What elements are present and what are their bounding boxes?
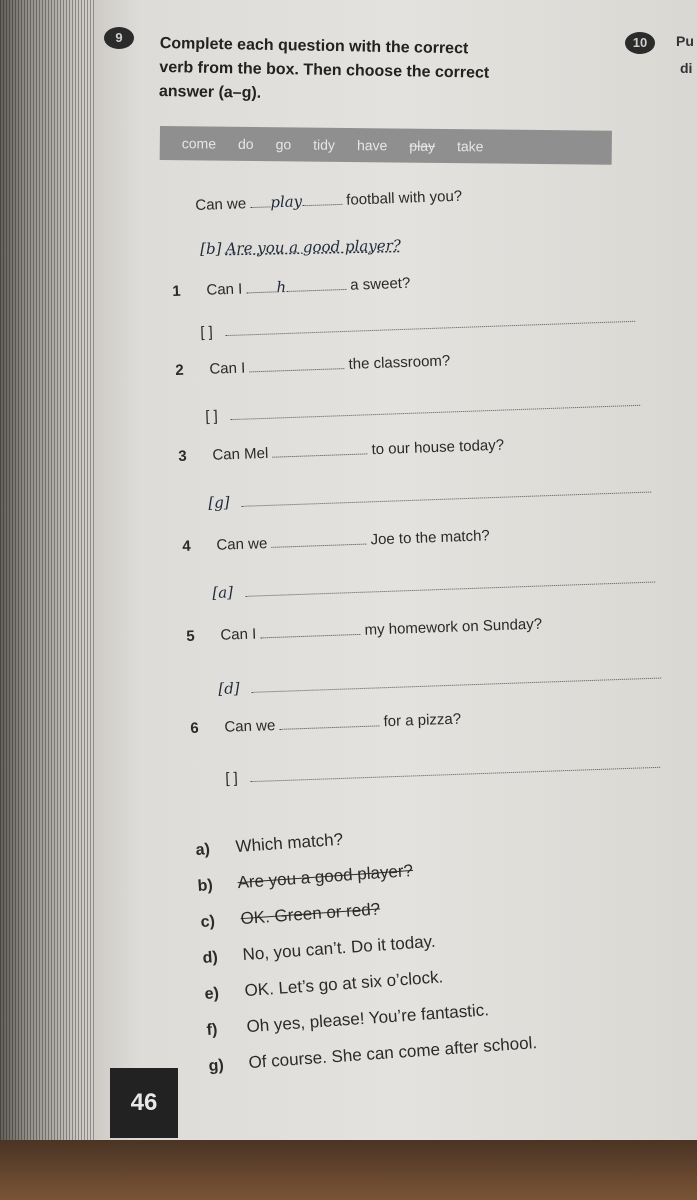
answer-a: a) Which match? [195,829,344,859]
example-filled: play [269,192,303,212]
answer-e: e) OK. Let’s go at six o’clock. [204,967,444,1003]
question-6: 6 Can we for a pizza? [190,710,462,737]
page-stack-edge [0,0,95,1165]
answer-b: b) Are you a good player? [197,860,414,895]
example-before: Can we [195,195,247,214]
next-exercise-badge: 10 [625,32,655,54]
question-2-answer: [ ] [205,393,640,425]
word-take: take [456,138,484,155]
word-go: go [275,136,292,153]
example-answer-letter: [b] [200,239,222,258]
question-4: 4 Can we Joe to the match? [182,527,491,555]
question-2: 2 Can I the classroom? [175,352,451,379]
answer-f: f) Oh yes, please! You’re fantastic. [206,1000,490,1039]
answer-d: d) No, you can’t. Do it today. [202,931,437,967]
page-number: 46 [110,1068,178,1138]
question-5-answer: [d] [218,665,662,698]
table-surface [0,1140,697,1200]
question-3: 3 Can Mel to our house today? [178,436,505,465]
word-play: play [409,137,436,154]
question-5: 5 Can I my homework on Sunday? [186,615,543,645]
next-exercise-cut-text: Pu [676,33,694,49]
question-4-answer: [a] [212,569,655,602]
word-box [160,126,612,165]
word-do: do [237,135,254,152]
question-1-filled: h [276,278,287,297]
word-have: have [356,137,388,154]
example-answer [200,236,401,258]
answer-c: c) OK. Green or red? [200,899,381,931]
question-1: 1 Can I h a sweet? [172,274,411,300]
example-after: football with you? [345,187,463,209]
question-3-answer: [g] [208,479,652,512]
instruction-line-1: Complete each question with the correct [159,34,469,58]
word-tidy: tidy [313,136,336,153]
instruction-line-2: verb from the box. Then choose the correct [159,58,490,82]
question-1-answer: [ ] [200,309,635,341]
exercise-instruction [159,32,620,112]
word-come: come [181,135,217,152]
answer-g: g) Of course. She can come after school. [208,1033,538,1075]
exercise-number-badge: 9 [104,27,134,49]
example-answer-text: Are you a good player? [225,236,402,258]
instruction-line-3: answer (a–g). [158,82,262,102]
question-6-answer: [ ] [225,755,660,787]
next-exercise-cut-text-2: di [680,60,693,76]
